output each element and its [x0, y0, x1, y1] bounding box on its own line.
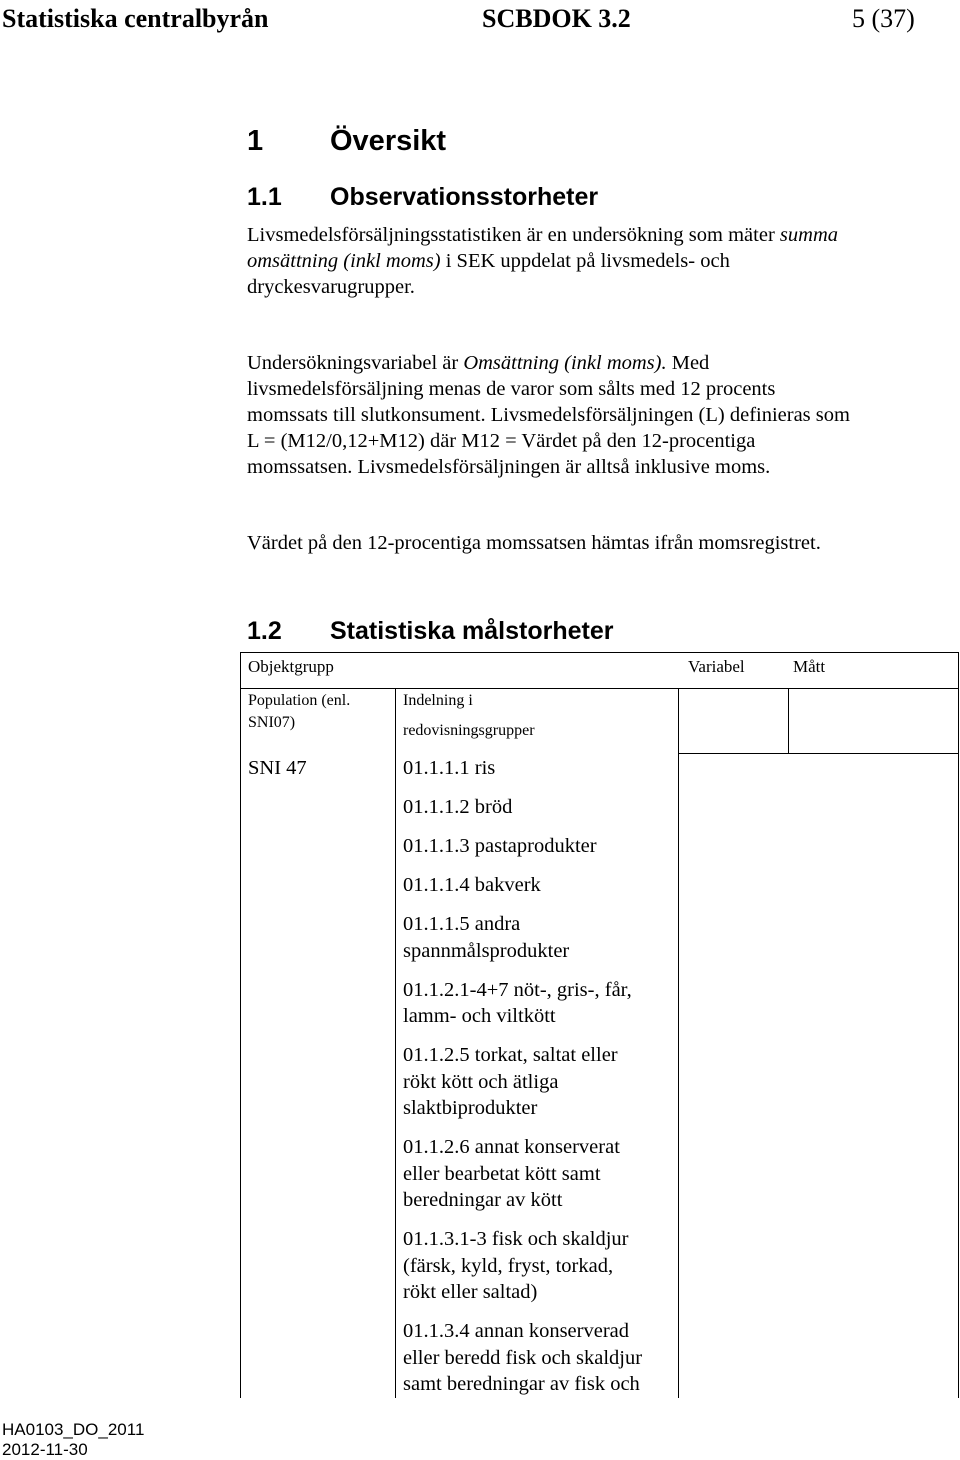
group-item-line: eller beredd fisk och skaldjur [403, 1346, 643, 1369]
table-rule [958, 688, 959, 1398]
group-item-line: spannmålsprodukter [403, 939, 570, 962]
text: livsmedelsförsäljning menas de varor som sålts med 12 procents [247, 378, 776, 400]
text-emphasis: summa [779, 224, 838, 246]
group-item [403, 872, 642, 899]
text-emphasis: Omsättning (inkl moms). [463, 352, 667, 374]
text: Population (enl. [248, 692, 351, 709]
group-item [403, 833, 642, 860]
header-doc-id: SCBDOK 3.2 [482, 4, 631, 33]
table-rule [240, 652, 959, 653]
group-item-line: rökt kött och ätliga [403, 1070, 559, 1093]
group-item-line: samt beredningar av fisk och [403, 1373, 640, 1395]
header-page-number: 5 (37) [852, 4, 915, 33]
group-item-line: eller bearbetat kött samt [403, 1162, 601, 1185]
column-header-objektgrupp: Objektgrupp [248, 657, 334, 676]
group-item [403, 1318, 642, 1398]
text: Indelning i [403, 692, 473, 709]
table-rule [678, 753, 959, 754]
group-item-line: 01.1.1.3 pastaprodukter [403, 835, 597, 857]
subheader-population [248, 690, 350, 734]
table-rule [240, 652, 241, 1398]
table-rule [958, 652, 959, 688]
text: L = (M12/0,12+M12) där M12 = Värdet på den 12-procentiga [247, 430, 756, 452]
population-value: SNI 47 [248, 757, 307, 779]
subheader-indelning [403, 686, 535, 746]
table-rule [788, 688, 789, 754]
group-item-line: 01.1.1.4 bakverk [403, 874, 541, 896]
text: momssatsen. Livsmedelsförsäljningen är alltså inklusive moms. [247, 456, 771, 478]
section-1-2-number: 1.2 [247, 617, 282, 645]
group-item [403, 1134, 642, 1214]
text: dryckesvarugrupper. [247, 276, 415, 298]
table-rule [395, 688, 396, 1398]
group-item-line: 01.1.2.5 torkat, saltat eller [403, 1044, 618, 1066]
paragraph-observationsstorheter [247, 222, 838, 300]
group-item-line: slaktbiprodukter [403, 1097, 538, 1119]
group-item-line: 01.1.1.1 ris [403, 757, 496, 779]
group-item-line: rökt eller saltad) [403, 1281, 538, 1303]
section-1-title: Översikt [330, 125, 447, 157]
group-item-line: lamm- och viltkött [403, 1005, 556, 1027]
table-rule [678, 688, 679, 1398]
group-item-line: 01.1.1.5 andra [403, 913, 521, 935]
group-item [403, 755, 642, 782]
group-list [403, 755, 642, 1410]
group-item [403, 1042, 642, 1122]
text: Undersökningsvariabel är [247, 352, 464, 374]
section-1-2-title: Statistiska målstorheter [330, 617, 614, 645]
footer-code: HA0103_DO_2011 [2, 1420, 145, 1439]
group-item-line: 01.1.2.6 annat konserverat [403, 1136, 620, 1158]
text: momssats till slutkonsument. Livsmedelsförsäljningen (L) definieras som [247, 404, 850, 426]
group-item [403, 794, 642, 821]
text: Livsmedelsförsäljningsstatistiken är en undersökning som mäter [247, 224, 780, 246]
text: Värdet på den 12-procentiga momssatsen hämtas ifrån momsregistret. [247, 532, 821, 554]
group-item-line: beredningar av kött [403, 1189, 563, 1211]
text-emphasis: omsättning (inkl moms) [247, 250, 441, 272]
column-header-variabel: Variabel [688, 657, 745, 676]
group-item-line: (färsk, kyld, fryst, torkad, [403, 1254, 614, 1277]
group-item [403, 911, 642, 964]
section-1-1-number: 1.1 [247, 183, 282, 211]
group-item-line: 01.1.3.4 annan konserverad [403, 1320, 630, 1342]
footer-date: 2012-11-30 [2, 1440, 88, 1459]
text: i SEK uppdelat på livsmedels- och [440, 250, 730, 272]
group-item-line: 01.1.3.1-3 fisk och skaldjur [403, 1228, 629, 1250]
table-rule [240, 688, 959, 689]
paragraph-momsregistret [247, 530, 821, 556]
column-header-matt: Mått [793, 657, 826, 676]
section-1-number: 1 [247, 125, 264, 157]
group-item [403, 977, 642, 1030]
text: redovisningsgrupper [403, 722, 535, 739]
group-item [403, 1226, 642, 1306]
header-org: Statistiska centralbyrån [2, 4, 269, 33]
text: SNI07) [248, 714, 296, 731]
section-1-1-title: Observationsstorheter [330, 183, 599, 211]
group-item-line: 01.1.1.2 bröd [403, 796, 513, 818]
paragraph-undersokningsvariabel [247, 350, 850, 480]
group-item-line: 01.1.2.1-4+7 nöt-, gris-, får, [403, 978, 632, 1001]
text: Med [666, 352, 710, 374]
